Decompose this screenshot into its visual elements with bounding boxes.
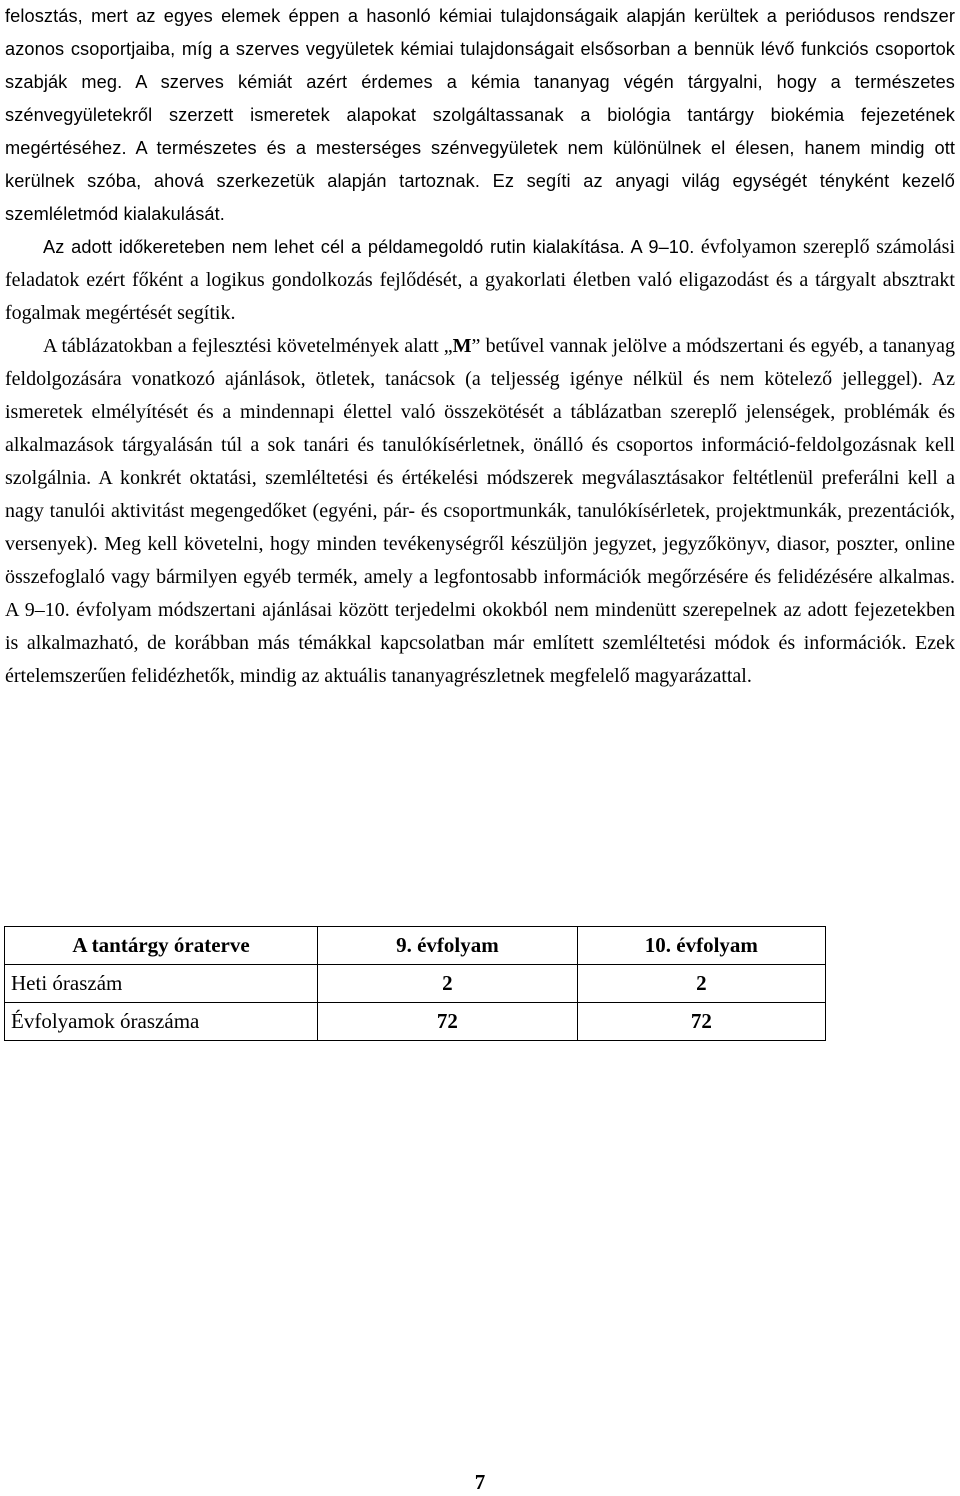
table-header-grade-9: 9. évfolyam bbox=[318, 927, 578, 965]
paragraph-1 bbox=[5, 0, 955, 231]
table-row bbox=[5, 965, 826, 1003]
paragraph-2-serif-text: évfolyamon szereplő számolási feladatok ezért főként a logikus gondolkozás fejlődését, a gyakorlati életben való eligazodást és a tárgyalt absztrakt fogalmak megértését segítik. bbox=[5, 236, 955, 324]
paragraph-3-m-marker: M bbox=[452, 335, 472, 357]
table-cell-value: 2 bbox=[318, 965, 578, 1003]
paragraph-3-text-before-m: A táblázatokban a fejlesztési követelmények alatt „ bbox=[43, 335, 453, 357]
table-header-row bbox=[5, 927, 826, 965]
table-header-grade-10: 10. évfolyam bbox=[577, 927, 825, 965]
paragraph-2-sans-text: Az adott időkereteben nem lehet cél a példamegoldó rutin kialakítása. A 9–10. bbox=[43, 237, 695, 257]
table-row bbox=[5, 1003, 826, 1041]
paragraph-3-text-after-m: ” betűvel vannak jelölve a módszertani és egyéb, a tananyag feldolgozására vonatkozó ajánlások, ötletek, tanácsok (a teljesség igénye nélkül és nem kötelező jelleggel). Az ismeretek elmélyítését és a mindennapi élettel való összekötését a táblázatban szereplő jelenségek, problémák és alkalmazások tárgyalásán túl a sok tanári és tanulókísérletnek, önálló és csoportos információ-feldolgozásnak kell szolgálnia. A konkrét oktatási, szemléltetési és értékelési módszerek megválasztásakor feltétlenül preferálni kell a nagy tanulói aktivitást megengedőket (egyéni, pár- és csoportmunkák, tanulókísérletek, projektmunkák, prezentációk, versenyek). Meg kell követelni, hogy minden tevékenységről készüljön jegyzet, jegyzőkönyv, diasor, poszter, online összefoglaló vagy bármilyen egyéb termék, amely a legfontosabb információk megőrzésére és felidézésére alkalmas. A 9–10. évfolyam módszertani ajánlásai között terjedelmi okokból nem mindenütt szerepelnek az adott fejezetekben is alkalmazható, de korábban más témákkal kapcsolatban már említett szemléltetési módok és információk. Ezek értelemszerűen felidézhetők, mindig az aktuális tananyagrészletnek megfelelő magyarázattal. bbox=[5, 335, 955, 687]
table-row-label: Heti óraszám bbox=[5, 965, 318, 1003]
table-header-subject-plan: A tantárgy óraterve bbox=[5, 927, 318, 965]
table-cell-value: 72 bbox=[577, 1003, 825, 1041]
table-cell-value: 72 bbox=[318, 1003, 578, 1041]
page-number: 7 bbox=[474, 1470, 486, 1494]
table-cell-value: 2 bbox=[577, 965, 825, 1003]
curriculum-hours-table bbox=[4, 926, 826, 1041]
paragraph-1-text: felosztás, mert az egyes elemek éppen a hasonló kémiai tulajdonságaik alapján kerültek a periódusos rendszer azonos csoportjaiba, míg a szerves vegyületek kémiai tulajdonságait elsősorban a bennük lévő funkciós csoportok szabják meg. A szerves kémiát azért érdemes a kémia tananyag végén tárgyalni, hogy a természetes szénvegyületekről szerzett ismeretek alapokat szolgáltassanak a biológia tantárgy biokémia fejezetének megértéséhez. A természetes és a mesterséges szénvegyületek nem különülnek el élesen, hanem mindig ott kerülnek szóba, ahová szerkezetük alapján tartoznak. Ez segíti az anyagi világ egységét tényként kezelő szemléletmód kialakulását. bbox=[5, 6, 955, 224]
paragraph-3 bbox=[5, 330, 955, 693]
paragraph-2 bbox=[5, 231, 955, 330]
body-text bbox=[5, 0, 955, 693]
table-row-label: Évfolyamok óraszáma bbox=[5, 1003, 318, 1041]
